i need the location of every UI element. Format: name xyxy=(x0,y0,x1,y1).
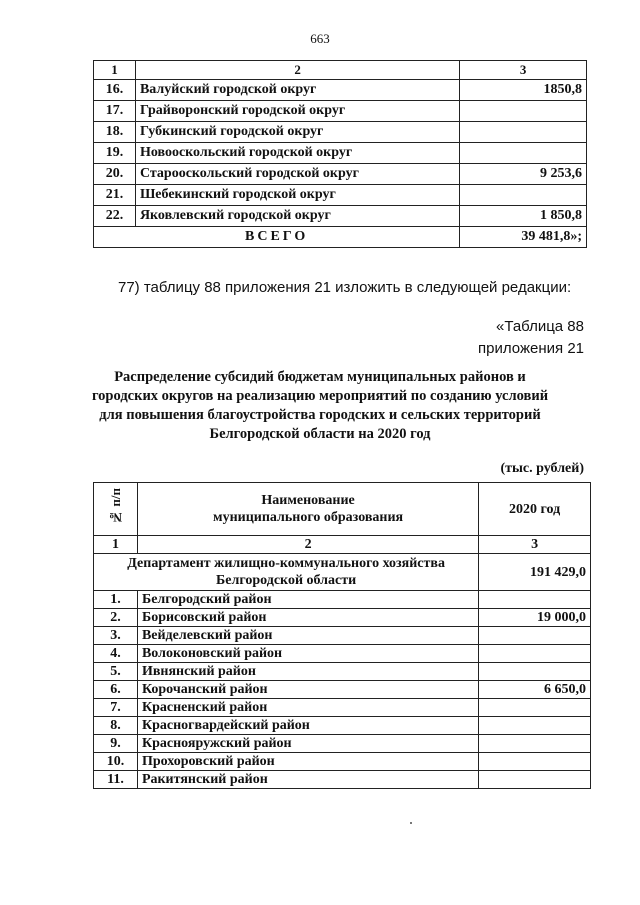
row-value xyxy=(460,185,587,206)
row-name: Шебекинский городской округ xyxy=(135,185,459,206)
row-num: 1. xyxy=(94,591,138,609)
page-number: 663 xyxy=(310,31,330,46)
subsidy-table xyxy=(93,482,591,789)
table-row xyxy=(94,681,591,699)
amendment-instruction: 77) таблицу 88 приложения 21 изложить в следующей редакции: xyxy=(118,279,572,296)
title-line: для повышения благоустройства городских и сельских территорий xyxy=(99,407,541,423)
row-value: 1850,8 xyxy=(460,80,587,101)
row-value xyxy=(479,591,591,609)
department-row xyxy=(94,554,591,591)
row-name: Старооскольский городской округ xyxy=(135,164,459,185)
column-number-row xyxy=(94,536,591,554)
table-row xyxy=(94,717,591,735)
row-value xyxy=(479,735,591,753)
header-name xyxy=(137,483,478,536)
row-name: Вейделевский район xyxy=(137,627,478,645)
row-name: Яковлевский городской округ xyxy=(135,206,459,227)
row-value xyxy=(479,663,591,681)
col-number-3: 3 xyxy=(460,61,587,80)
row-name: Губкинский городской округ xyxy=(135,122,459,143)
row-num: 8. xyxy=(94,717,138,735)
row-value xyxy=(460,122,587,143)
row-num: 10. xyxy=(94,753,138,771)
row-num: 22. xyxy=(94,206,136,227)
row-value xyxy=(479,627,591,645)
row-value: 9 253,6 xyxy=(460,164,587,185)
table-row xyxy=(94,80,587,101)
table-row xyxy=(94,645,591,663)
department-line-1: Департамент жилищно-коммунального хозяйства xyxy=(127,556,445,571)
row-name: Волоконовский район xyxy=(137,645,478,663)
col-number-2: 2 xyxy=(135,61,459,80)
row-num: 16. xyxy=(94,80,136,101)
table-row xyxy=(94,206,587,227)
row-name: Корочанский район xyxy=(137,681,478,699)
row-value xyxy=(479,645,591,663)
row-value xyxy=(479,771,591,789)
row-name: Красненский район xyxy=(137,699,478,717)
row-num: 20. xyxy=(94,164,136,185)
department-name xyxy=(94,554,479,591)
caption-line-2: приложения 21 xyxy=(478,340,584,357)
table-row xyxy=(94,591,591,609)
row-name: Валуйский городской округ xyxy=(135,80,459,101)
department-value: 191 429,0 xyxy=(479,554,591,591)
table-row xyxy=(94,771,591,789)
row-num: 3. xyxy=(94,627,138,645)
department-line-2: Белгородской области xyxy=(216,573,357,588)
row-name: Грайворонский городской округ xyxy=(135,101,459,122)
row-num: 17. xyxy=(94,101,136,122)
total-label: ВСЕГО xyxy=(94,227,460,248)
row-num: 2. xyxy=(94,609,138,627)
header-name-line-2: муниципального образования xyxy=(213,510,404,525)
row-name: Белгородский район xyxy=(137,591,478,609)
table-row xyxy=(94,627,591,645)
row-name: Краснояружский район xyxy=(137,735,478,753)
col-number-2: 2 xyxy=(137,536,478,554)
scan-speck xyxy=(410,822,412,824)
row-value: 6 650,0 xyxy=(479,681,591,699)
caption-line-1: «Таблица 88 xyxy=(495,318,584,335)
row-num: 7. xyxy=(94,699,138,717)
units-label: (тыс. рублей) xyxy=(500,461,584,476)
table-caption xyxy=(478,316,584,360)
row-name: Ракитянский район xyxy=(137,771,478,789)
table-row xyxy=(94,185,587,206)
row-value xyxy=(479,717,591,735)
row-name: Красногвардейский район xyxy=(137,717,478,735)
row-name: Борисовский район xyxy=(137,609,478,627)
row-num: 5. xyxy=(94,663,138,681)
document-title xyxy=(60,368,580,444)
table-row xyxy=(94,122,587,143)
col-number-1: 1 xyxy=(94,61,136,80)
column-number-row xyxy=(94,61,587,80)
row-name: Ивнянский район xyxy=(137,663,478,681)
row-name: Прохоровский район xyxy=(137,753,478,771)
total-value: 39 481,8»; xyxy=(460,227,587,248)
table-row xyxy=(94,663,591,681)
title-line: Распределение субсидий бюджетам муниципальных районов и xyxy=(114,369,526,385)
title-line: Белгородской области на 2020 год xyxy=(209,426,431,442)
row-value xyxy=(479,753,591,771)
header-year: 2020 год xyxy=(479,483,591,536)
table-row xyxy=(94,699,591,717)
header-index-text: № п/п xyxy=(107,488,123,525)
row-num: 11. xyxy=(94,771,138,789)
col-number-1: 1 xyxy=(94,536,138,554)
row-num: 6. xyxy=(94,681,138,699)
row-num: 4. xyxy=(94,645,138,663)
header-name-line-1: Наименование xyxy=(261,493,355,508)
row-num: 21. xyxy=(94,185,136,206)
row-value xyxy=(460,101,587,122)
total-row xyxy=(94,227,587,248)
row-num: 9. xyxy=(94,735,138,753)
row-value xyxy=(460,143,587,164)
row-value xyxy=(479,699,591,717)
table-row xyxy=(94,609,591,627)
row-value: 19 000,0 xyxy=(479,609,591,627)
table-row xyxy=(94,101,587,122)
row-num: 19. xyxy=(94,143,136,164)
table-row xyxy=(94,164,587,185)
top-table xyxy=(93,60,587,248)
table-row xyxy=(94,735,591,753)
row-name: Новооскольский городской округ xyxy=(135,143,459,164)
table-row xyxy=(94,143,587,164)
table-row xyxy=(94,753,591,771)
header-index xyxy=(94,483,138,536)
row-value: 1 850,8 xyxy=(460,206,587,227)
header-row xyxy=(94,483,591,536)
col-number-3: 3 xyxy=(479,536,591,554)
title-line: городских округов на реализацию мероприятий по созданию условий xyxy=(91,388,549,404)
row-num: 18. xyxy=(94,122,136,143)
